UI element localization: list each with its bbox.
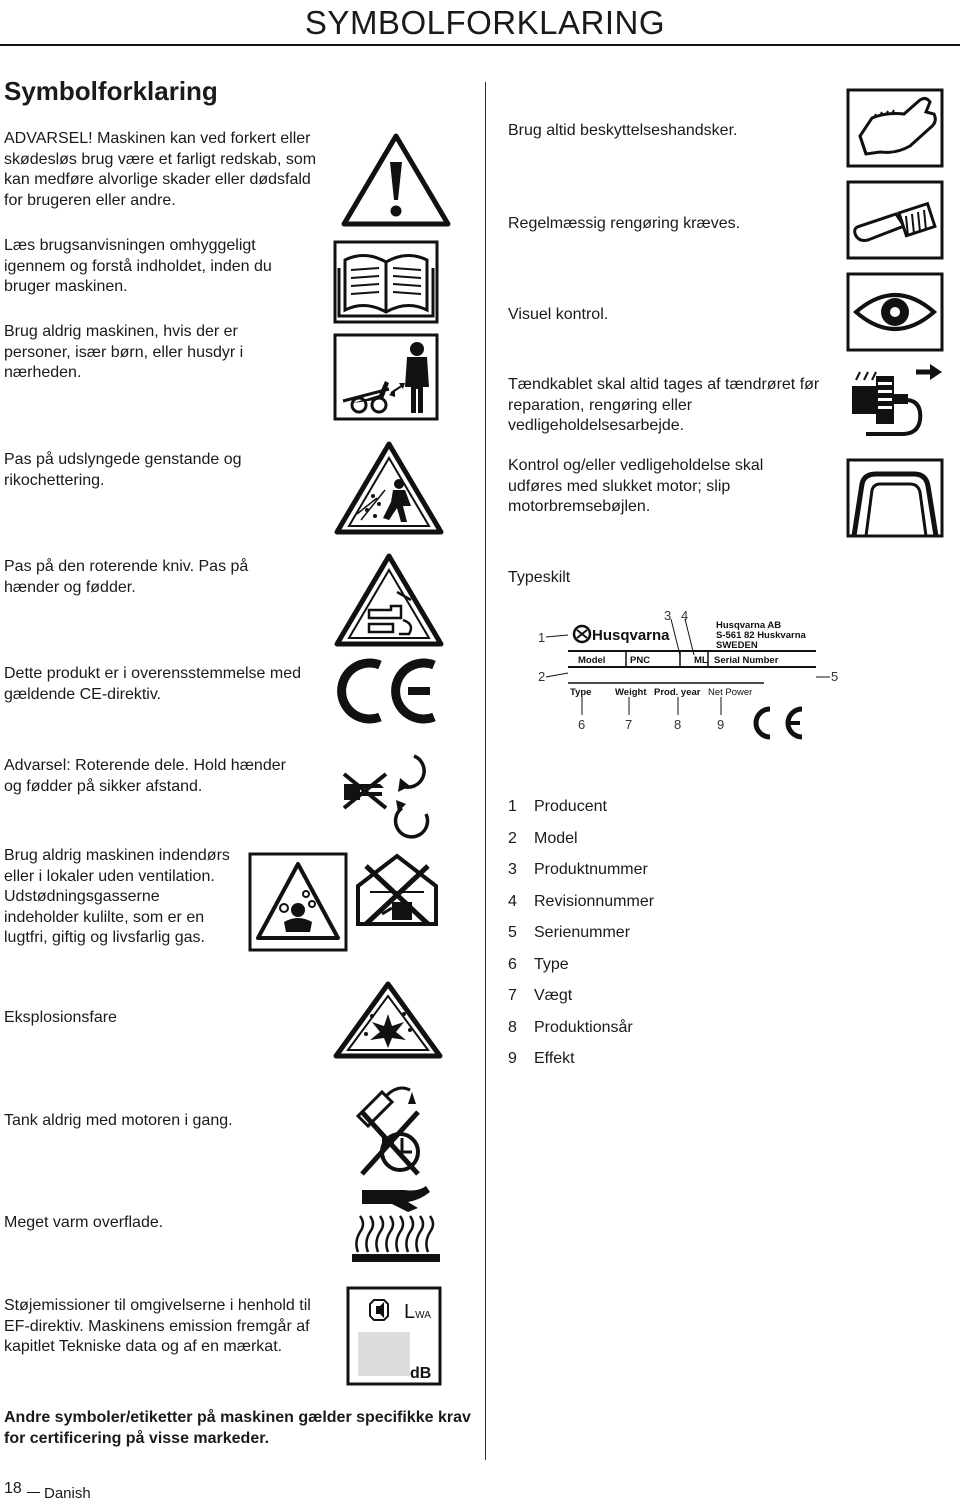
rotating-blade-text: Pas på den roterende kniv. Pas på hænder og fødder. [4, 558, 249, 596]
visual-check-text: Visuel kontrol. [508, 306, 609, 323]
header-rule [0, 44, 960, 46]
exhaust-gas-icon [248, 852, 348, 952]
keep-distance-icon [333, 333, 439, 421]
plate-field-ml: ML [694, 655, 708, 666]
callout-4: 4 [681, 608, 689, 623]
hot-surface-icon [348, 1180, 444, 1268]
plate-field-weight: Weight [615, 687, 647, 698]
gloves-icon [846, 88, 944, 168]
plate-field-pnc: PNC [630, 655, 651, 666]
thrown-objects-icon [333, 440, 445, 536]
callout-2: 2 [538, 669, 546, 684]
plate-field-prod-year: Prod. year [654, 687, 701, 698]
callout-6: 6 [578, 717, 586, 732]
cleaning-text: Regelmæssig rengøring kræves. [508, 215, 741, 232]
brush-icon [846, 180, 944, 260]
lwa-label: LWA [404, 1301, 431, 1323]
noise-text: Støjemissioner til omgivelserne i henhold til EF-direktiv. Maskinens emission fremgår af kapitlet Tekniske data og af en mærkat. [4, 1297, 311, 1355]
spark-plug-text: Tændkablet skal altid tages af tændrøret før reparation, rengøring eller vedligeholdelsesarbejde. [508, 376, 820, 434]
no-refuel-running-icon [348, 1082, 438, 1178]
plate-field-serial: Serial Number [714, 655, 779, 666]
explosion-icon [332, 980, 444, 1060]
noise-emission-icon [346, 1286, 442, 1386]
brake-handle-icon [846, 458, 944, 538]
gloves-text: Brug altid beskyttelseshandsker. [508, 122, 738, 139]
no-indoor-use-icon [352, 852, 442, 928]
closing-note: Andre symboler/etiketter på maskinen gælder specifikke krav for certificering på visse markeder. [4, 1409, 471, 1447]
page-number: 18 [4, 1480, 22, 1497]
column-divider [485, 82, 486, 1460]
exhaust-text: Brug aldrig maskinen indendørs eller i lokaler uden ventilation. Udstødningsgasserne indeholder kulilte, som er en lugtfri, giftig og livsfarlig gas. [4, 847, 230, 946]
spark-plug-icon [846, 362, 944, 444]
callout-8: 8 [674, 717, 682, 732]
section-title: Symbolforklaring [4, 76, 218, 106]
callout-1: 1 [538, 630, 546, 645]
callout-5: 5 [831, 669, 839, 684]
type-plate-diagram [530, 605, 842, 765]
keep-distance-text: Brug aldrig maskinen, hvis der er personer, især børn, eller husdyr i nærheden. [4, 323, 244, 381]
rotating-parts-icon [340, 748, 440, 844]
plate-company-country: SWEDEN [716, 640, 758, 651]
callout-7: 7 [625, 717, 633, 732]
plate-company-name: Husqvarna AB [716, 620, 782, 631]
warning-exclamation-icon [340, 132, 452, 228]
rotating-blade-icon [333, 552, 445, 648]
no-refuel-text: Tank aldrig med motoren i gang. [4, 1112, 233, 1129]
hot-surface-text: Meget varm overflade. [4, 1214, 164, 1231]
plate-brand: Husqvarna [592, 627, 670, 644]
page-header-title: SYMBOLFORKLARING [304, 4, 665, 41]
plate-field-type: Type [570, 687, 592, 698]
eye-icon [846, 272, 944, 352]
type-plate-label: Typeskilt [508, 569, 571, 586]
maintenance-text: Kontrol og/eller vedligeholdelse skal udføres med slukket motor; slip motorbremsebøjlen. [508, 457, 764, 515]
thrown-objects-text: Pas på udslyngede genstande og rikochettering. [4, 451, 242, 489]
plate-field-net-power: Net Power [708, 687, 753, 698]
ce-mark-icon [330, 655, 442, 727]
callout-3: 3 [664, 608, 672, 623]
callout-9: 9 [717, 717, 725, 732]
warning-text: ADVARSEL! Maskinen kan ved forkert eller skødesløs brug være et farligt redskab, som kan medføre alvorlige skader eller dødsfald for brugeren eller andre. [4, 130, 317, 209]
plate-company-address: S-561 82 Huskvarna [716, 630, 806, 641]
ce-text: Dette produkt er i overensstemmelse med gældende CE-direktiv. [4, 665, 302, 703]
read-manual-text: Læs brugsanvisningen omhyggeligt igennem og forstå indholdet, inden du bruger maskinen. [4, 237, 272, 295]
db-unit-label: dB [410, 1365, 432, 1382]
footer-language: Danish [44, 1485, 91, 1502]
plate-field-model: Model [578, 655, 606, 666]
explosion-text: Eksplosionsfare [4, 1009, 117, 1026]
rotating-parts-text: Advarsel: Roterende dele. Hold hænder og fødder på sikker afstand. [4, 757, 286, 795]
footer-dash [27, 1492, 40, 1493]
read-manual-icon [333, 240, 439, 324]
